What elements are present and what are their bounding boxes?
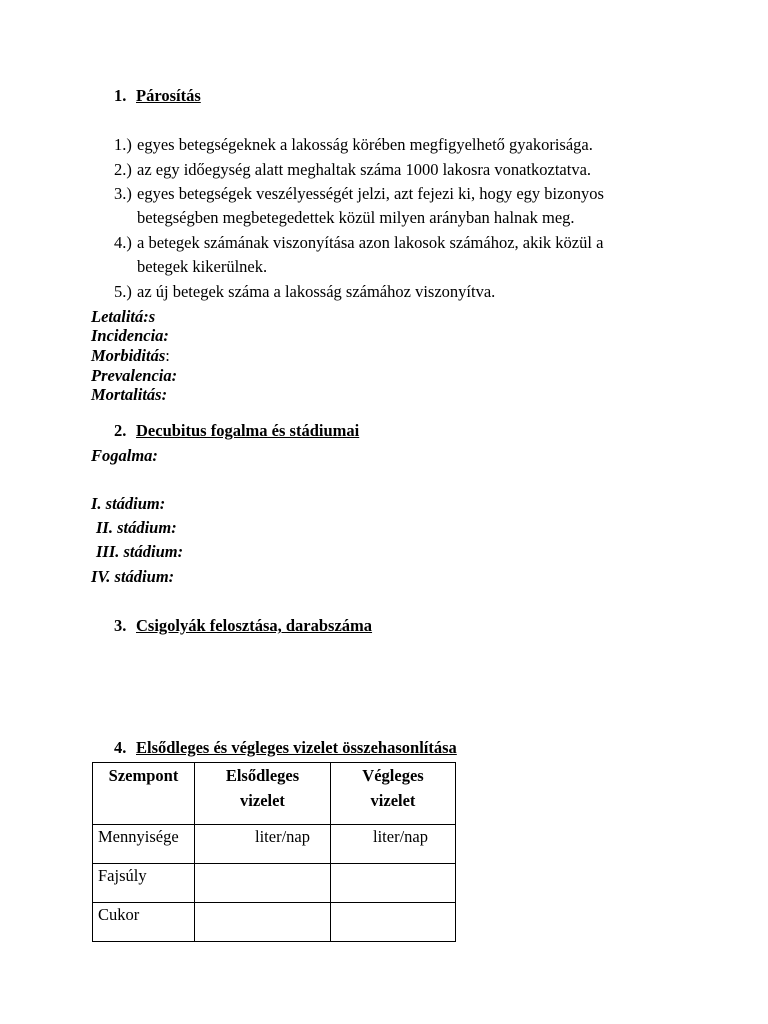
row-label: Fajsúly [93, 864, 195, 903]
table-row [93, 864, 456, 903]
stage-2-label: II. stádium: [96, 518, 177, 537]
list-item-text: betegek kikerülnek. [137, 257, 268, 276]
list-item-5 [114, 280, 495, 305]
list-item-number: 5.) [114, 282, 132, 301]
term-letalitas: Letalitá:s [91, 307, 156, 326]
section-4-number: 4. [114, 738, 127, 757]
header-elsodleges [195, 763, 331, 825]
list-item-number: 4.) [114, 233, 132, 252]
section-3-title: Csigolyák felosztása, darabszáma [136, 616, 373, 635]
section-1-title: Párosítás [136, 86, 201, 105]
cell-vegleges[interactable] [331, 903, 456, 942]
cell-elsodleges[interactable] [195, 903, 331, 942]
cell-vegleges[interactable] [331, 864, 456, 903]
section-1-heading [114, 86, 201, 106]
list-item-3 [114, 182, 604, 207]
section-3-number: 3. [114, 616, 127, 635]
term-morbiditas-label: Morbiditás [91, 346, 166, 365]
section-4-heading [114, 738, 457, 758]
table-row [93, 903, 456, 942]
section-3-heading [114, 616, 372, 636]
list-item-text: az egy időegység alatt meghaltak száma 1000 lakosra vonatkoztatva. [137, 160, 592, 179]
list-item-text: a betegek számának viszonyítása azon lakosok számához, akik közül a [137, 233, 604, 252]
term-morbiditas-colon: : [165, 346, 170, 365]
cell-elsodleges[interactable] [195, 864, 331, 903]
list-item-text: egyes betegségeknek a lakosság körében megfigyelhető gyakorisága. [137, 135, 593, 154]
list-item-4 [114, 231, 603, 256]
cell-vegleges[interactable]: liter/nap [331, 825, 456, 864]
header-vegleges [331, 763, 456, 825]
row-label: Mennyisége [93, 825, 195, 864]
table-row [93, 825, 456, 864]
list-item-3-continuation [137, 206, 575, 231]
row-label: Cukor [93, 903, 195, 942]
list-item-4-continuation [137, 255, 267, 280]
header-text: Elsődleges [225, 766, 300, 785]
section-2-title: Decubitus fogalma és stádiumai [136, 421, 360, 440]
list-item-text: az új betegek száma a lakosság számához viszonyítva. [137, 282, 496, 301]
urine-comparison-table [92, 762, 456, 942]
list-item-text: betegségben megbetegedettek közül milyen arányban halnak meg. [137, 208, 575, 227]
stage-3-label: III. stádium: [96, 542, 184, 561]
stage-4-label: IV. stádium: [91, 567, 175, 586]
list-item-number: 3.) [114, 184, 132, 203]
term-prevalencia: Prevalencia: [91, 366, 178, 385]
section-4-title: Elsődleges és végleges vizelet összehasonlítása [136, 738, 457, 757]
list-item-number: 1.) [114, 135, 132, 154]
header-text: Végleges [362, 766, 424, 785]
list-item-1 [114, 133, 593, 158]
header-szempont [93, 763, 195, 825]
list-item-2 [114, 158, 591, 183]
header-text: vizelet [240, 790, 285, 810]
section-2-heading [114, 421, 359, 441]
stage-1-label: I. stádium: [91, 494, 166, 513]
header-text: Szempont [108, 766, 179, 785]
table-header-row [93, 763, 456, 825]
section-1-number: 1. [114, 86, 127, 105]
term-morbiditas [91, 346, 170, 366]
list-item-text: egyes betegségek veszélyességét jelzi, azt fejezi ki, hogy egy bizonyos [137, 184, 604, 203]
term-mortalitas: Mortalitás: [91, 385, 168, 404]
fogalma-label: Fogalma: [91, 446, 158, 465]
section-2-number: 2. [114, 421, 127, 440]
list-item-number: 2.) [114, 160, 132, 179]
term-incidencia: Incidencia: [91, 326, 169, 345]
cell-elsodleges[interactable]: liter/nap [195, 825, 331, 864]
header-text: vizelet [370, 790, 416, 810]
